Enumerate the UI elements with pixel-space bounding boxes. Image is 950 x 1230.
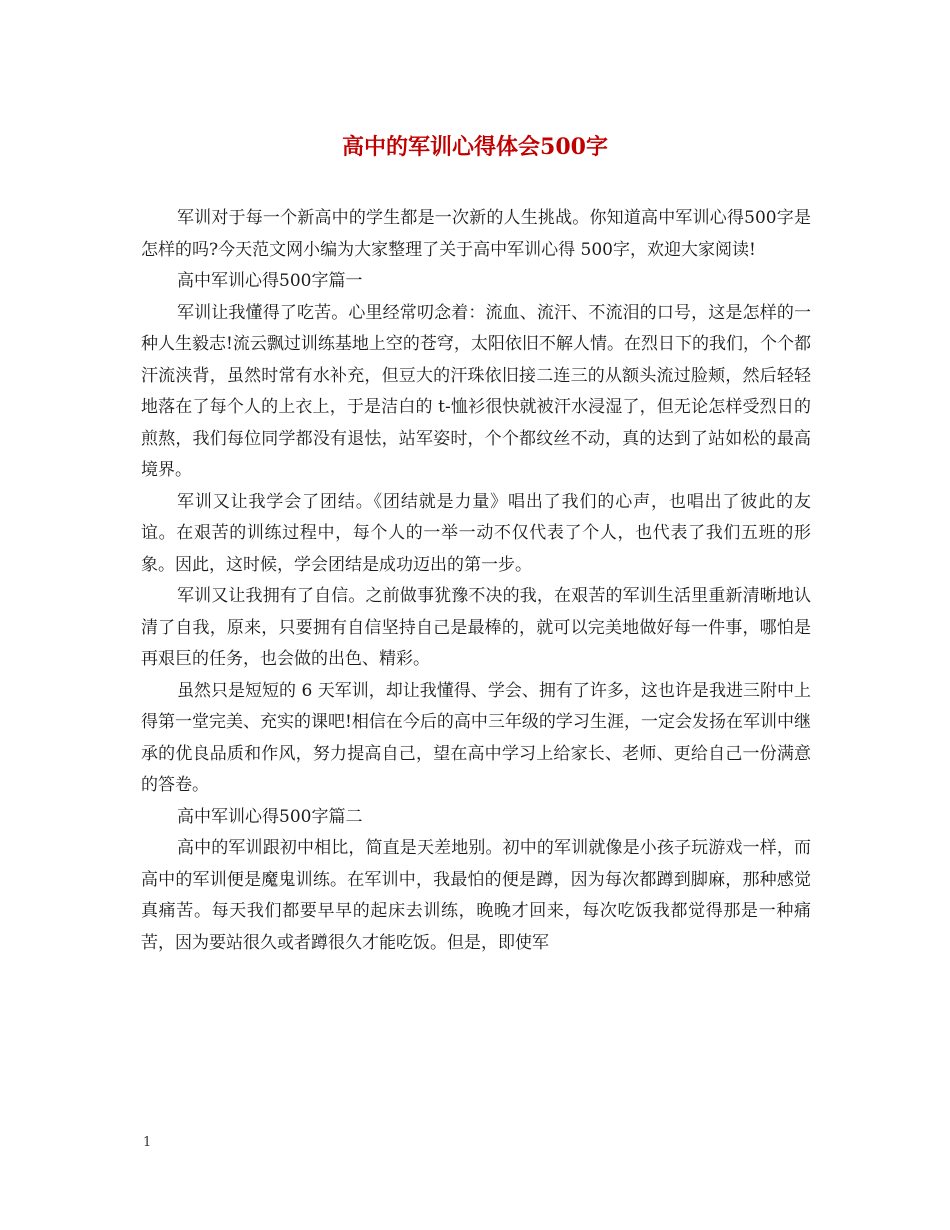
paragraph: 军训又让我学会了团结。《团结就是力量》唱出了我们的心声，也唱出了彼此的友谊。在艰苦的训练过程中，每个人的一举一动不仅代表了个人，也代表了我们五班的形象。因此，这时候，学会团结是成功迈出的第一步。 — [141, 491, 811, 575]
paragraph-intro: 军训对于每一个新高中的学生都是一次新的人生挑战。你知道高中军训心得500字是怎样的吗?今天范文网小编为大家整理了关于高中军训心得 500字，欢迎大家阅读! — [141, 208, 811, 260]
document-body — [141, 203, 811, 959]
paragraph: 虽然只是短短的 6 天军训，却让我懂得、学会、拥有了许多，这也许是我进三附中上得第一堂完美、充实的课吧!相信在今后的高中三年级的学习生涯，一定会发扬在军训中继承的优良品质和作风，努力提高自己，望在高中学习上给家长、老师、更给自己一份满意的答卷。 — [141, 680, 811, 795]
paragraph: 军训让我懂得了吃苦。心里经常叨念着：流血、流汗、不流泪的口号，这是怎样的一种人生毅志!流云飘过训练基地上空的苍穹，太阳依旧不解人情。在烈日下的我们，个个都汗流浃背，虽然时常有水补充，但豆大的汗珠依旧接二连三的从额头流过脸颊，然后轻轻地落在了每个人的上衣上，于是洁白的 t-恤衫很快就被汗水浸湿了，但无论怎样受烈日的煎熬，我们每位同学都没有退怯，站军姿时，个个都纹丝不动，真的达到了站如松的最高境界。 — [141, 302, 811, 480]
section-heading-2: 高中军训心得500字篇二 — [177, 806, 363, 827]
section-heading-1: 高中军训心得500字篇一 — [177, 271, 363, 291]
paragraph: 高中的军训跟初中相比，简直是天差地别。初中的军训就像是小孩子玩游戏一样，而高中的军训便是魔鬼训练。在军训中，我最怕的便是蹲，因为每次都蹲到脚麻，那种感觉真痛苦。每天我们都要早早的起床去训练，晚晚才回来，每次吃饭我都觉得那是一种痛苦，因为要站很久或者蹲很久才能吃饭。但是，即使军 — [141, 838, 811, 953]
page-number: 1 — [143, 1135, 152, 1150]
document-title: 高中的军训心得体会500字 — [342, 134, 608, 160]
paragraph: 军训又让我拥有了自信。之前做事犹豫不决的我，在艰苦的军训生活里重新清晰地认清了自我，原来，只要拥有自信坚持自己是最棒的，就可以完美地做好每一件事，哪怕是再艰巨的任务，也会做的出色、精彩。 — [141, 586, 811, 669]
